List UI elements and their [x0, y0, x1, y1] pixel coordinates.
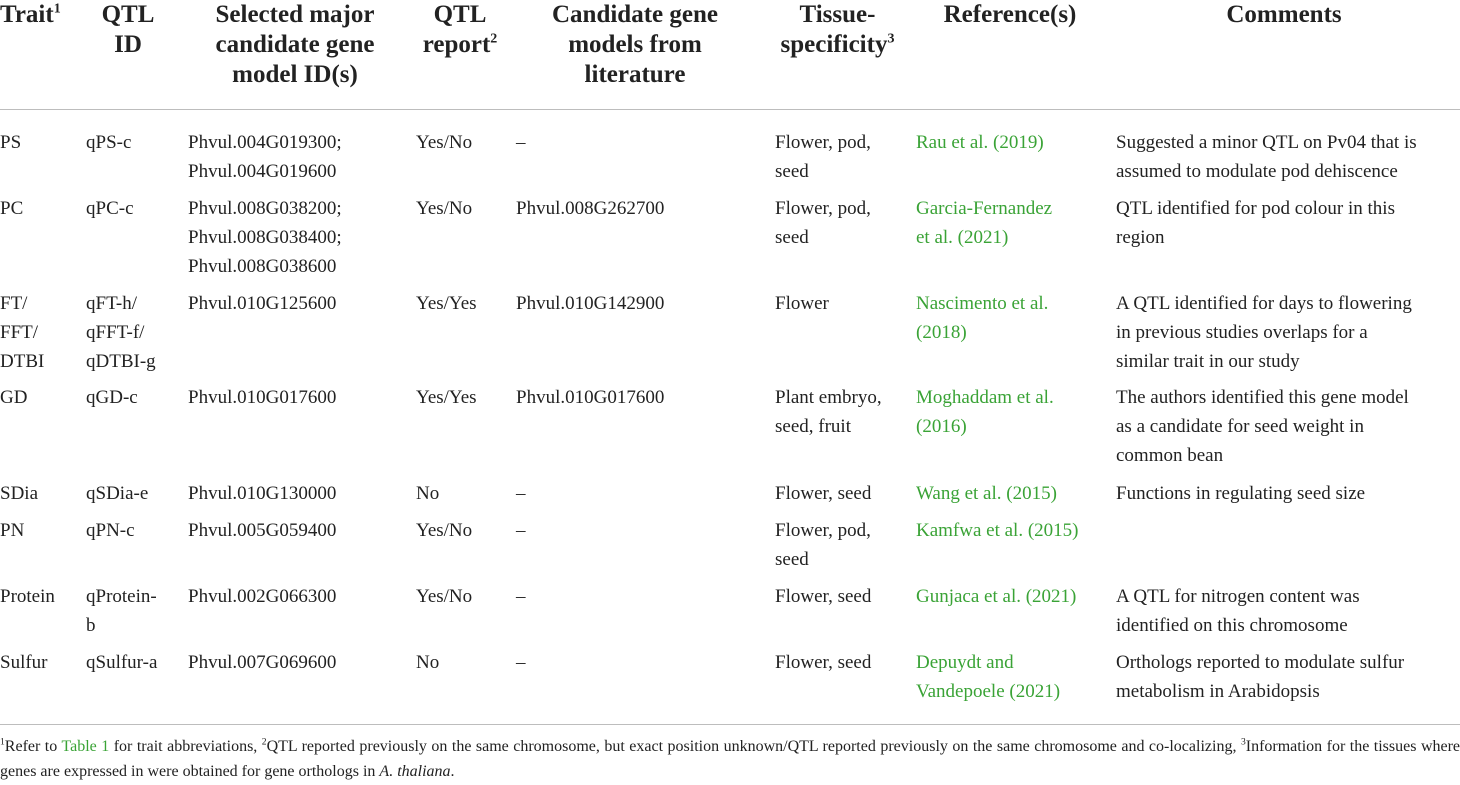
cell-gene-model-ids: Phvul.008G038200; Phvul.008G038400; Phvul.008G038600 [188, 198, 342, 277]
cell-gene-model-ids: Phvul.004G019300; Phvul.004G019600 [188, 132, 342, 182]
cell-literature-gene-model: – [516, 652, 526, 673]
cell-qtl-report: Yes/No [416, 198, 473, 219]
cell-qtl-id: qPN-c [86, 520, 135, 541]
cell-trait: Sulfur [0, 652, 48, 673]
cell-gene-model-ids: Phvul.007G069600 [188, 652, 337, 673]
cell-tissue-specificity: Flower, pod, seed [775, 132, 871, 182]
cell-trait: PN [0, 520, 25, 541]
cell-literature-gene-model: Phvul.010G017600 [516, 387, 665, 408]
cell-comment: The authors identified this gene model as a candidate for seed weight in common bean [1116, 387, 1409, 466]
cell-literature-gene-model: – [516, 520, 526, 541]
cell-reference[interactable]: Depuydt and Vandepoele (2021) [916, 652, 1061, 702]
cell-comment: Suggested a minor QTL on Pv04 that is assumed to modulate pod dehiscence [1116, 132, 1417, 182]
table-1-link[interactable]: Table 1 [61, 738, 110, 755]
cell-tissue-specificity: Flower, seed [775, 483, 872, 504]
cell-literature-gene-model: – [516, 132, 526, 153]
cell-qtl-report: No [416, 483, 440, 504]
header-qtl-report: QTL report$^2$ [422, 1, 498, 58]
cell-trait: SDia [0, 483, 38, 504]
cell-qtl-id: qProtein- b [86, 586, 157, 636]
cell-trait: PC [0, 198, 24, 219]
cell-tissue-specificity: Flower, pod, seed [775, 520, 871, 570]
table-bottom-rule [0, 724, 1460, 725]
cell-tissue-specificity: Flower, seed [775, 652, 872, 673]
cell-reference[interactable]: Garcia-Fernandez et al. (2021) [916, 198, 1053, 248]
cell-qtl-id: qPC-c [86, 198, 134, 219]
cell-gene-model-ids: Phvul.010G130000 [188, 483, 337, 504]
cell-qtl-id: qFT-h/ qFFT-f/ qDTBI-g [86, 293, 156, 372]
cell-qtl-id: qPS-c [86, 132, 132, 153]
header-qtl-id: QTL ID [101, 1, 155, 58]
cell-trait: GD [0, 387, 28, 408]
header-literature-gene-models: Candidate gene models from literature [552, 1, 718, 88]
cell-comment: Functions in regulating seed size [1116, 483, 1366, 504]
cell-trait: Protein [0, 586, 55, 607]
header-comments: Comments [1226, 1, 1342, 28]
cell-literature-gene-model: – [516, 483, 526, 504]
cell-reference[interactable]: Moghaddam et al. (2016) [916, 387, 1054, 437]
cell-literature-gene-model: Phvul.010G142900 [516, 293, 665, 314]
cell-trait: PS [0, 132, 22, 153]
cell-qtl-id: qSulfur-a [86, 652, 158, 673]
cell-literature-gene-model: Phvul.008G262700 [516, 198, 665, 219]
cell-qtl-report: No [416, 652, 440, 673]
cell-comment: Orthologs reported to modulate sulfur metabolism in Arabidopsis [1116, 652, 1405, 702]
cell-reference[interactable]: Rau et al. (2019) [916, 132, 1044, 153]
cell-reference[interactable]: Kamfwa et al. (2015) [916, 520, 1079, 541]
cell-tissue-specificity: Flower, pod, seed [775, 198, 871, 248]
header-trait: Trait$^1$ [0, 1, 61, 28]
cell-gene-model-ids: Phvul.002G066300 [188, 586, 337, 607]
cell-comment: A QTL identified for days to flowering in previous studies overlaps for a similar trait in our study [1116, 293, 1412, 372]
cell-reference[interactable]: Wang et al. (2015) [916, 483, 1057, 504]
cell-qtl-report: Yes/No [416, 586, 473, 607]
cell-tissue-specificity: Plant embryo, seed, fruit [775, 387, 882, 437]
cell-qtl-report: Yes/Yes [416, 293, 477, 314]
cell-comment: QTL identified for pod colour in this region [1116, 198, 1395, 248]
cell-literature-gene-model: – [516, 586, 526, 607]
cell-comment: A QTL for nitrogen content was identified on this chromosome [1116, 586, 1360, 636]
cell-gene-model-ids: Phvul.010G125600 [188, 293, 337, 314]
header-gene-model-ids: Selected major candidate gene model ID(s) [215, 1, 375, 88]
cell-reference[interactable]: Nascimento et al. (2018) [916, 293, 1049, 343]
cell-qtl-id: qGD-c [86, 387, 138, 408]
cell-trait: FT/ FFT/ DTBI [0, 293, 45, 372]
cell-qtl-report: Yes/No [416, 132, 473, 153]
cell-tissue-specificity: Flower [775, 293, 829, 314]
cell-reference[interactable]: Gunjaca et al. (2021) [916, 586, 1077, 607]
header-tissue-specificity: Tissue- specificity$^3$ [780, 1, 895, 58]
header-references: Reference(s) [943, 1, 1077, 28]
header-rule [0, 109, 1460, 110]
cell-qtl-report: Yes/Yes [416, 387, 477, 408]
table-footnote: $^1$Refer to Table 1 for trait abbreviations, $^2$QTL reported previously on the same chromosome, but exact position unknown/QTL reported previously on the same chromosome and co-localizing, $^3$Information for the tissues where genes are expressed in were obtained for gene orthologs in A. thaliana. [0, 736, 1460, 780]
cell-tissue-specificity: Flower, seed [775, 586, 872, 607]
cell-qtl-report: Yes/No [416, 520, 473, 541]
cell-gene-model-ids: Phvul.010G017600 [188, 387, 337, 408]
cell-gene-model-ids: Phvul.005G059400 [188, 520, 337, 541]
cell-qtl-id: qSDia-e [86, 483, 149, 504]
